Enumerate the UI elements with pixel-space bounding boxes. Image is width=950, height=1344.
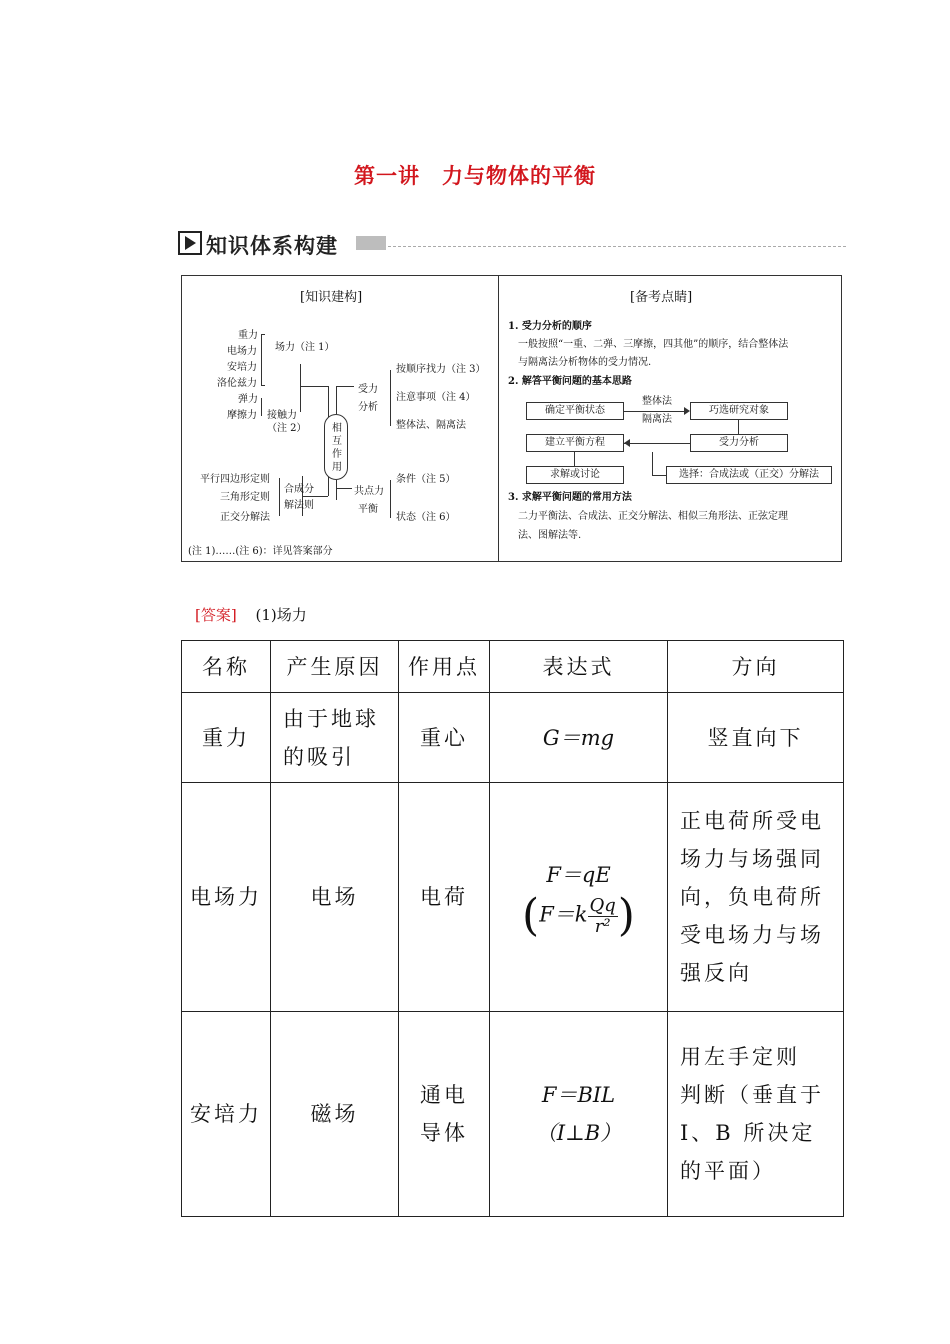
rule-2: 三角形定则 (220, 492, 270, 503)
cell-expression: G＝mg (490, 693, 668, 783)
flow-step-6: 选择：合成法或（正交）分解法 (666, 466, 832, 484)
interaction-char-2: 互 (332, 436, 342, 447)
page-title: 第一讲 力与物体的平衡 (354, 164, 596, 188)
force-ampere: 安培力 (227, 362, 257, 373)
arrow-left-icon (624, 439, 630, 447)
interaction-char-1: 相 (332, 423, 342, 434)
table-header-row (182, 641, 844, 693)
interaction-char-3: 作 (332, 449, 342, 460)
table-row (182, 1012, 844, 1217)
cell-cause (271, 693, 399, 783)
point-1-heading: 1. 受力分析的顺序 (508, 321, 592, 332)
flow-arrow-1 (624, 411, 688, 412)
equilibrium-2: 平衡 (358, 504, 378, 515)
flow-arrow-4 (574, 452, 575, 466)
section-heading: 知识体系构建 (206, 234, 338, 258)
brace-contact (261, 398, 262, 416)
header-direction: 方向 (668, 641, 844, 693)
brace-analysis (390, 370, 391, 426)
direction-line: 向，负电荷所 (680, 885, 824, 909)
table-row (182, 693, 844, 783)
table-row (182, 783, 844, 1012)
cell-point (399, 1012, 490, 1217)
equilibrium-1: 共点力 (354, 486, 384, 497)
brace-rules (279, 478, 280, 516)
section-bar (356, 236, 386, 250)
direction-line: 用左手定则 (680, 1045, 800, 1069)
direction-line: 受电场力与场 (680, 923, 824, 947)
interaction-oval (324, 414, 348, 480)
play-arrow-icon (178, 231, 202, 255)
flow-step-4: 受力分析 (690, 434, 788, 452)
compose-2: 解法则 (284, 500, 314, 511)
interaction-char-4: 用 (332, 462, 342, 473)
force-electric: 电场力 (227, 346, 257, 357)
force-gravity: 重力 (238, 330, 258, 341)
contact-note: （注 2） (267, 423, 307, 434)
analysis-item-3: 整体法、隔离法 (396, 420, 466, 431)
box-divider (498, 276, 499, 561)
paren-open: ( (522, 890, 540, 941)
branch-down (336, 480, 337, 500)
footnote: (注 1)……(注 6)：详见答案部分 (188, 546, 333, 557)
rule-1: 平行四边形定则 (200, 474, 270, 485)
connector-v1 (300, 364, 301, 412)
point-line: 通电 (420, 1083, 468, 1107)
force-analysis-2: 分析 (358, 402, 378, 413)
branch-up-h (336, 386, 354, 387)
brace-equilibrium (390, 480, 391, 518)
cell-name: 安培力 (182, 1012, 271, 1217)
compose-1: 合成分 (284, 484, 314, 495)
force-friction: 摩擦力 (227, 410, 257, 421)
fraction (588, 896, 618, 937)
analysis-item-1: 按顺序找力（注 3） (396, 364, 486, 375)
answer-tag: [答案] (195, 606, 237, 624)
direction-line: 的平面） (680, 1159, 776, 1183)
cell-name: 重力 (182, 693, 271, 783)
direction-line: 正电荷所受电 (680, 809, 824, 833)
cell-cause: 磁场 (271, 1012, 399, 1217)
force-elastic: 弹力 (238, 394, 258, 405)
knowledge-box (181, 275, 842, 562)
cell-point: 重心 (399, 693, 490, 783)
cell-point: 电荷 (399, 783, 490, 1012)
force-table (181, 640, 844, 1217)
answer-line (195, 604, 307, 625)
expr-line: F＝qE (546, 863, 611, 887)
flow-step-2: 巧选研究对象 (690, 402, 788, 420)
direction-line: 场力与场强同 (680, 847, 824, 871)
cell-name: 电场力 (182, 783, 271, 1012)
flow-arrow-5 (652, 452, 653, 476)
brace-field (261, 334, 262, 386)
direction-line: 判断（垂直于 (680, 1083, 824, 1107)
brace-field-top (261, 334, 265, 335)
header-cause: 产生原因 (271, 641, 399, 693)
contact-force-label: 接触力 (267, 410, 297, 421)
point-line: 导体 (420, 1121, 468, 1145)
fraction-den: r² (594, 915, 611, 937)
point-3-heading: 3. 求解平衡问题的常用方法 (508, 492, 632, 503)
flow-step-5: 求解或讨论 (526, 466, 624, 484)
section-header (178, 228, 846, 258)
expr-extra: （I⊥B） (535, 1121, 622, 1145)
point-2-heading: 2. 解答平衡问题的基本思路 (508, 376, 632, 387)
header-name: 名称 (182, 641, 271, 693)
rule-3: 正交分解法 (220, 512, 270, 523)
point-1-text-1: 一般按照“一重、二弹、三摩擦，四其他”的顺序，结合整体法 (518, 339, 789, 350)
analysis-item-2: 注意事项（注 4） (396, 392, 476, 403)
branch-up (336, 386, 337, 414)
header-point: 作用点 (399, 641, 490, 693)
cause-line: 由于地球 (283, 706, 379, 731)
brace-field-bottom (261, 385, 265, 386)
answer-text: (1)场力 (255, 606, 307, 624)
connector-h1 (300, 386, 328, 387)
flow-method-top: 整体法 (642, 396, 672, 407)
cell-expression (490, 1012, 668, 1217)
equilibrium-item-1: 条件（注 5） (396, 474, 456, 485)
branch-down-h (336, 488, 352, 489)
expr-left: F＝k (539, 902, 588, 927)
expr-coulomb (494, 890, 663, 941)
flow-method-bottom: 隔离法 (642, 414, 672, 425)
connector-h2 (302, 496, 328, 497)
flow-step-1: 确定平衡状态 (526, 402, 624, 420)
header-expression: 表达式 (490, 641, 668, 693)
field-force-label: 场力（注 1） (275, 342, 335, 353)
point-1-text-2: 与隔离法分析物体的受力情况. (518, 357, 652, 368)
paren-close: ) (617, 890, 635, 941)
cell-cause: 电场 (271, 783, 399, 1012)
point-3-text-2: 法、图解法等. (518, 530, 582, 541)
expr-line: F＝BIL (541, 1083, 616, 1107)
knowledge-heading: [知识建构] (300, 290, 363, 305)
cell-direction (668, 1012, 844, 1217)
section-divider (388, 246, 846, 247)
flow-arrow-3 (624, 443, 690, 444)
flow-arrow-5h (652, 475, 666, 476)
exam-heading: [备考点睛] (630, 290, 693, 305)
direction-line: 强反向 (680, 961, 752, 985)
fraction-num: Qq (589, 894, 616, 916)
cause-line: 的吸引 (283, 744, 355, 769)
force-analysis-1: 受力 (358, 384, 378, 395)
cell-direction (668, 783, 844, 1012)
force-lorentz: 洛伦兹力 (217, 378, 257, 389)
flow-step-3: 建立平衡方程 (526, 434, 624, 452)
direction-line: I、B 所决定 (680, 1121, 816, 1145)
equilibrium-item-2: 状态（注 6） (396, 512, 456, 523)
cell-direction: 竖直向下 (668, 693, 844, 783)
flow-arrow-2 (738, 420, 739, 434)
point-3-text-1: 二力平衡法、合成法、正交分解法、相似三角形法、正弦定理 (518, 511, 788, 522)
cell-expression (490, 783, 668, 1012)
